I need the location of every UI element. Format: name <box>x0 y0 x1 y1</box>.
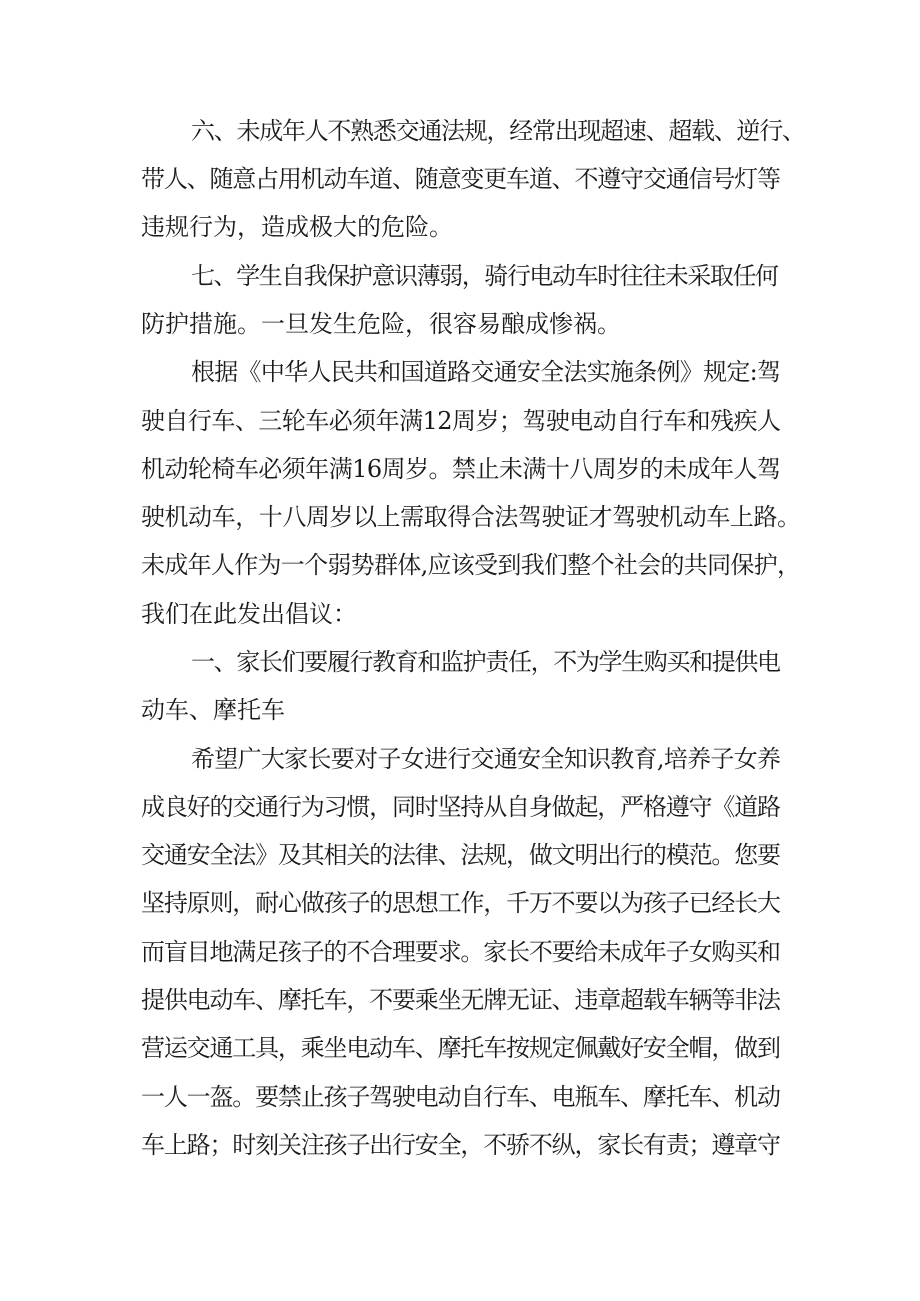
text-line: 提供电动车、摩托车，不要乘坐无牌无证、违章超载车辆等非法 <box>141 986 780 1014</box>
text-line: 希望广大家长要对子女进行交通安全知识教育,培养子女养 <box>191 745 781 773</box>
text-line: 驶机动车，十八周岁以上需取得合法驾驶证才驾驶机动车上路。 <box>141 503 801 531</box>
text-line: 违规行为，造成极大的危险。 <box>141 213 453 241</box>
text-line: 而盲目地满足孩子的不合理要求。家长不要给未成年子女购买和 <box>141 938 780 966</box>
text-line: 防护措施。一旦发生危险，很容易酿成惨祸。 <box>141 310 621 338</box>
text-line: 交通安全法》及其相关的法律、法规，做文明出行的模范。您要 <box>141 841 780 869</box>
text-line: 未成年人作为一个弱势群体,应该受到我们整个社会的共同保护， <box>141 551 801 579</box>
text-line: 车上路；时刻关注孩子出行安全，不骄不纵，家长有责；遵章守 <box>141 1131 780 1159</box>
text-line: 营运交通工具，乘坐电动车、摩托车按规定佩戴好安全帽，做到 <box>141 1034 780 1062</box>
text-line: 动车、摩托车 <box>141 696 285 724</box>
text-line: 六、未成年人不熟悉交通法规，经常出现超速、超载、逆行、 <box>191 117 805 145</box>
text-line: 驶自行车、三轮车必须年满12周岁；驾驶电动自行车和残疾人 <box>141 407 781 435</box>
text-line: 成良好的交通行为习惯，同时坚持从自身做起，严格遵守《道路 <box>141 793 780 821</box>
text-line: 机动轮椅车必须年满16周岁。禁止未满十八周岁的未成年人驾 <box>141 455 781 483</box>
text-line: 坚持原则，耐心做孩子的思想工作，千万不要以为孩子已经长大 <box>141 889 780 917</box>
text-line: 根据《中华人民共和国道路交通安全法实施条例》规定:驾 <box>191 358 781 386</box>
text-line: 带人、随意占用机动车道、随意变更车道、不遵守交通信号灯等 <box>141 165 780 193</box>
text-line: 一、家长们要履行教育和监护责任，不为学生购买和提供电 <box>191 648 780 676</box>
text-line: 七、学生自我保护意识薄弱，骑行电动车时往往未采取任何 <box>191 262 778 290</box>
text-line: 一人一盔。要禁止孩子驾驶电动自行车、电瓶车、摩托车、机动 <box>141 1083 780 1111</box>
text-line: 我们在此发出倡议： <box>141 600 357 628</box>
